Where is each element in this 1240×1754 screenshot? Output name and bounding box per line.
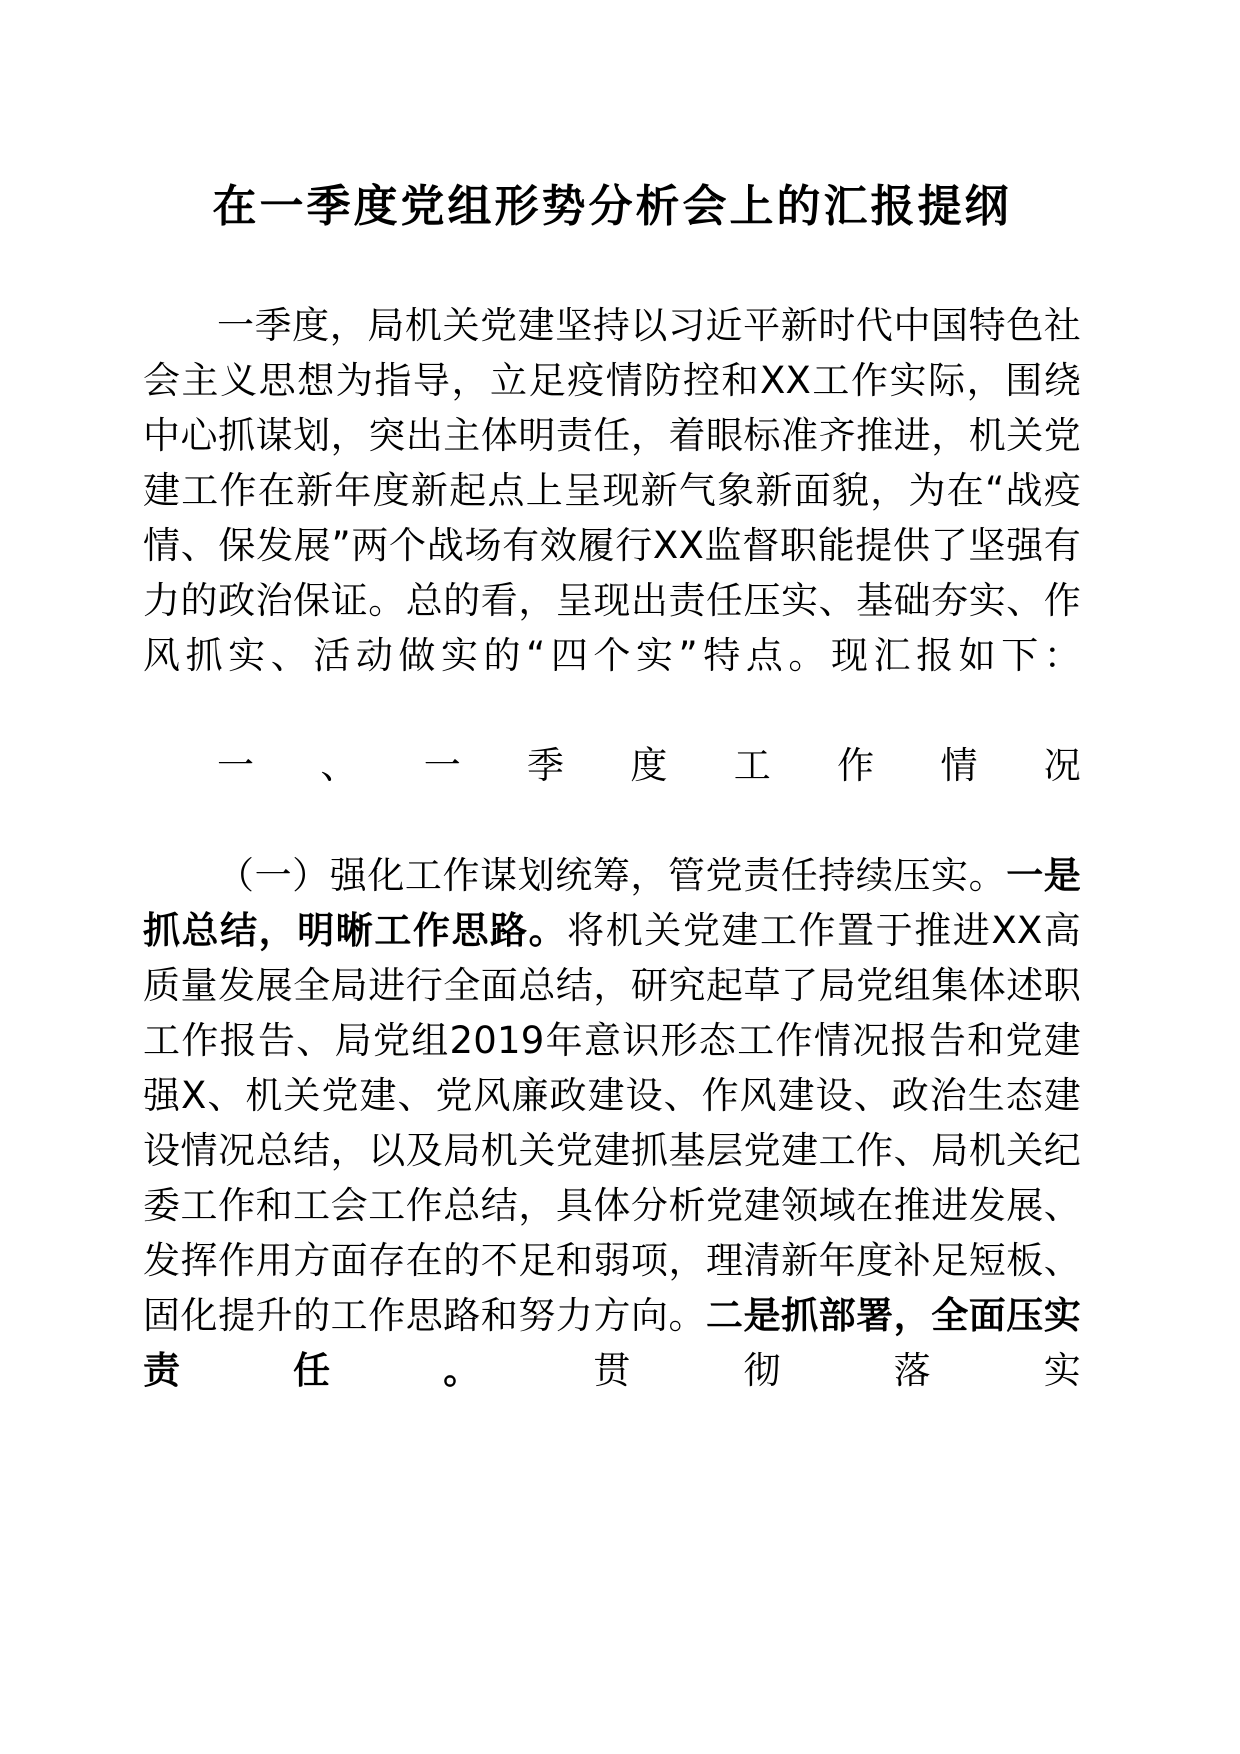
page-title: 在一季度党组形势分析会上的汇报提纲 — [212, 181, 1012, 232]
text-run: （一）强化工作谋划统筹，管党责任持续压实。 — [217, 854, 1007, 897]
text-run: 将机关党建工作置于推进XX高质量发展全局进行全面总结，研究起草了局党组集体述职工作报告、局党组2019年意识形态工作情况报告和党建强X、机关党建、党风廉政建设、作风建设、政治生态建设情况总结，以及局机关党建抓基层党建工作、局机关纪委工作和工会工作总结，具体分析党建领域在推进发展、发挥作用方面存在的不足和弱项，理清新年度补足短板、固化提升的工作思路和努力方向。 — [143, 909, 1081, 1337]
paragraph-opening — [143, 298, 1081, 738]
subsection-one-one — [143, 848, 1081, 1453]
text-run-bold: 二是抓部署，全面压实责任。 — [143, 1294, 1081, 1392]
document-body — [143, 0, 1081, 1453]
text-run: 一、一季度工作情况 — [217, 744, 1081, 787]
text-run: 贯彻落实 — [593, 1349, 1081, 1392]
text-run: 一季度，局机关党建坚持以习近平新时代中国特色社会主义思想为指导，立足疫情防控和XX工作实际，围绕中心抓谋划，突出主体明责任，着眼标准齐推进，机关党建工作在新年度新起点上呈现新气象新面貌，为在“战疫情、保发展”两个战场有效履行XX监督职能提供了坚强有力的政治保证。总的看，呈现出责任压实、基础夯实、作风抓实、活动做实的“四个实”特点。现汇报如下： — [143, 304, 1081, 677]
heading-section-one — [143, 738, 1081, 848]
text-run-bold: 一是抓总结，明晰工作思路。 — [143, 854, 1082, 952]
